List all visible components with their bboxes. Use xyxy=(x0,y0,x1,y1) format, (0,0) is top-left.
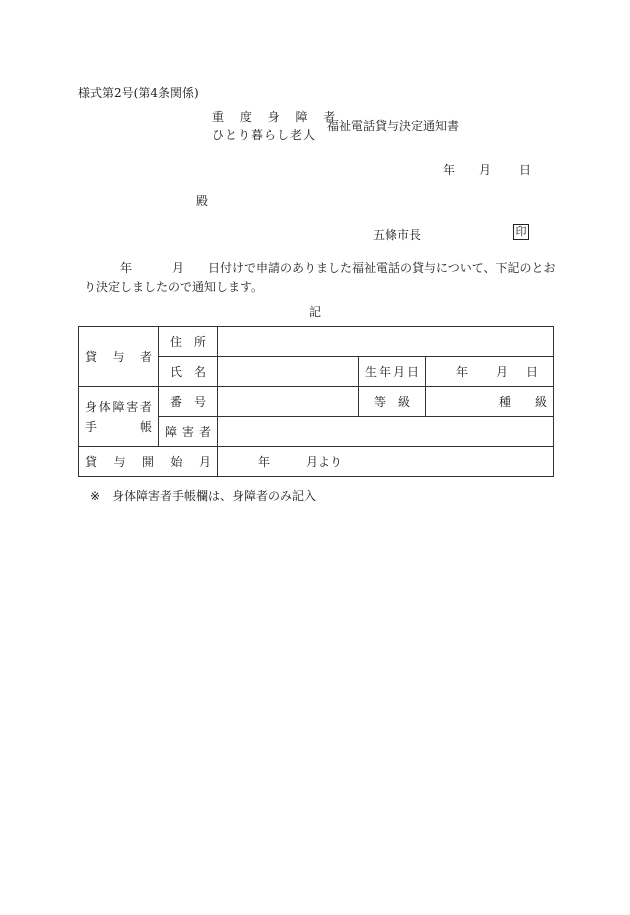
document-title: 福祉電話貸与決定通知書 xyxy=(327,119,460,133)
disability-value-cell[interactable] xyxy=(218,417,554,447)
grade-value-cell[interactable] xyxy=(426,387,554,417)
name-label: 氏 名 xyxy=(169,365,206,379)
grade-label-cell xyxy=(359,387,426,417)
birth-year-label: 年 xyxy=(456,365,469,379)
footnote-text: 身体障害者手帳欄は、身障者のみ記入 xyxy=(112,489,317,503)
birthdate-label: 生年月日 xyxy=(365,365,419,379)
lender-label-cell xyxy=(79,327,159,387)
handbook-label-line-2: 手 帳 xyxy=(85,419,152,434)
number-label: 番 号 xyxy=(169,395,206,409)
body-year-label: 年 xyxy=(120,261,133,275)
address-label-cell xyxy=(159,327,218,357)
body-line1-text: 日付けで申請のありました福祉電話の貸与について、下記のとお xyxy=(208,261,556,275)
start-value-cell[interactable] xyxy=(218,447,554,477)
table-row-address xyxy=(79,327,554,357)
address-label: 住 所 xyxy=(169,335,206,349)
footnote xyxy=(90,487,316,504)
issuer-name: 五條市長 xyxy=(373,228,422,242)
addressee-suffix: 殿 xyxy=(196,194,209,208)
start-label: 貸 与 開 始 月 xyxy=(85,455,211,469)
disability-label-cell xyxy=(159,417,218,447)
title-line-severe-disabled: 重 度 身 障 者 xyxy=(212,110,342,124)
issue-date xyxy=(443,161,531,178)
number-value-cell[interactable] xyxy=(218,387,359,417)
birthdate-value-cell[interactable] xyxy=(426,357,554,387)
birth-month-label: 月 xyxy=(496,365,509,379)
lender-label: 貸 与 者 xyxy=(85,350,152,364)
body-text-line-2: り決定しましたので通知します。 xyxy=(84,280,264,294)
start-from-label: 月より xyxy=(306,455,343,469)
table-row-handbook-number xyxy=(79,387,554,417)
title-target-group xyxy=(212,108,341,144)
table-row-start-month xyxy=(79,447,554,477)
reference-mark: ※ xyxy=(90,489,101,503)
details-table xyxy=(78,326,554,477)
name-value-cell[interactable] xyxy=(218,357,359,387)
start-label-cell xyxy=(79,447,218,477)
handbook-label-cell xyxy=(79,387,159,447)
grade-unit-label: 種 級 xyxy=(499,395,548,409)
birth-day-label: 日 xyxy=(526,365,539,379)
date-year-label: 年 xyxy=(443,163,456,177)
form-number: 様式第2号(第4条関係) xyxy=(78,86,199,100)
start-year-label: 年 xyxy=(258,455,271,469)
ki-heading: 記 xyxy=(309,305,322,319)
body-text-line-1 xyxy=(120,259,556,276)
handbook-label-line-1: 身体障害者 xyxy=(85,399,152,414)
birthdate-label-cell xyxy=(359,357,426,387)
title-line-elderly-living-alone: ひとり暮らし老人 xyxy=(212,128,317,142)
number-label-cell xyxy=(159,387,218,417)
body-month-label: 月 xyxy=(172,261,185,275)
date-month-label: 月 xyxy=(479,163,492,177)
grade-label: 等 級 xyxy=(373,395,410,409)
disability-label: 障害者 xyxy=(165,425,211,439)
seal-stamp: 印 xyxy=(513,224,529,240)
name-label-cell xyxy=(159,357,218,387)
address-value-cell[interactable] xyxy=(218,327,554,357)
date-day-label: 日 xyxy=(519,163,532,177)
